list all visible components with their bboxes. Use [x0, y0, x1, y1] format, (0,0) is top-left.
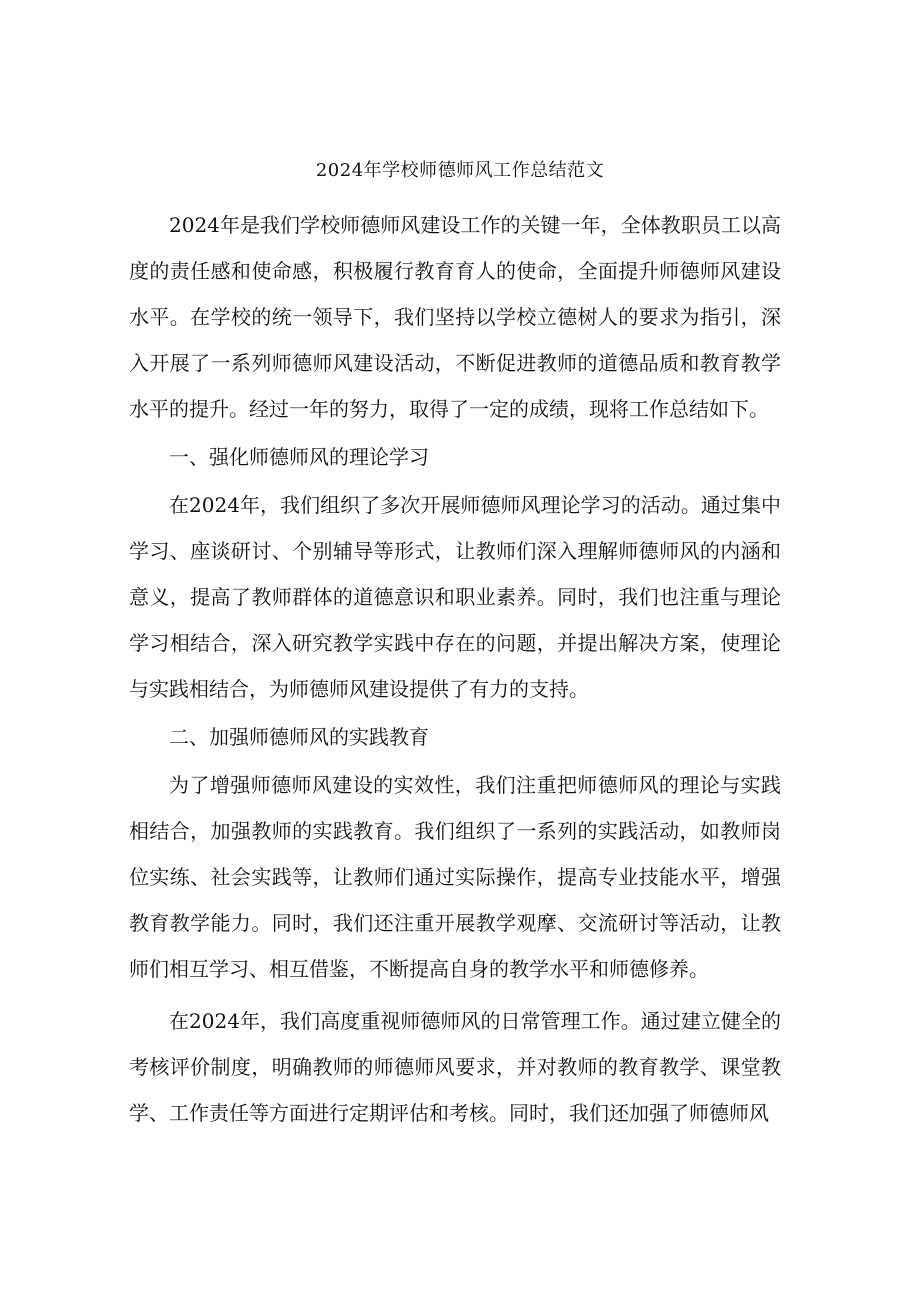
document-body: [129, 202, 781, 1136]
section-heading-2: 二、加强师德师风的实践教育: [169, 725, 429, 749]
section-1-paragraph: 在2024年，我们组织了多次开展师德师风理论学习的活动。通过集中学习、座谈研讨、个别辅导等形式，让教师们深入理解师德师风的内涵和意义，提高了教师群体的道德意识和职业素养。同时，我们也注重与理论学习相结合，深入研究教学实践中存在的问题，并提出解决方案，使理论与实践相结合，为师德师风建设提供了有力的支持。: [129, 493, 781, 701]
section-heading-1: 一、强化师德师风的理论学习: [169, 445, 429, 469]
section-2-paragraph: 为了增强师德师风建设的实效性，我们注重把师德师风的理论与实践相结合，加强教师的实践教育。我们组织了一系列的实践活动，如教师岗位实练、社会实践等，让教师们通过实际操作，提高专业技能水平，增强教育教学能力。同时，我们还注重开展教学观摩、交流研讨等活动，让教师们相互学习、相互借鉴，不断提高自身的教学水平和师德修养。: [129, 773, 781, 981]
document-title: 2024年学校师德师风工作总结范文: [315, 160, 605, 181]
management-paragraph: 在2024年，我们高度重视师德师风的日常管理工作。通过建立健全的考核评价制度，明确教师的师德师风要求，并对教师的教育教学、课堂教学、工作责任等方面进行定期评估和考核。同时，我们还加强了师德师风: [129, 1009, 781, 1125]
intro-paragraph: 2024年是我们学校师德师风建设工作的关键一年，全体教职员工以高度的责任感和使命感，积极履行教育育人的使命，全面提升师德师风建设水平。在学校的统一领导下，我们坚持以学校立德树人的要求为指引，深入开展了一系列师德师风建设活动，不断促进教师的道德品质和教育教学水平的提升。经过一年的努力，取得了一定的成绩，现将工作总结如下。: [129, 213, 781, 421]
